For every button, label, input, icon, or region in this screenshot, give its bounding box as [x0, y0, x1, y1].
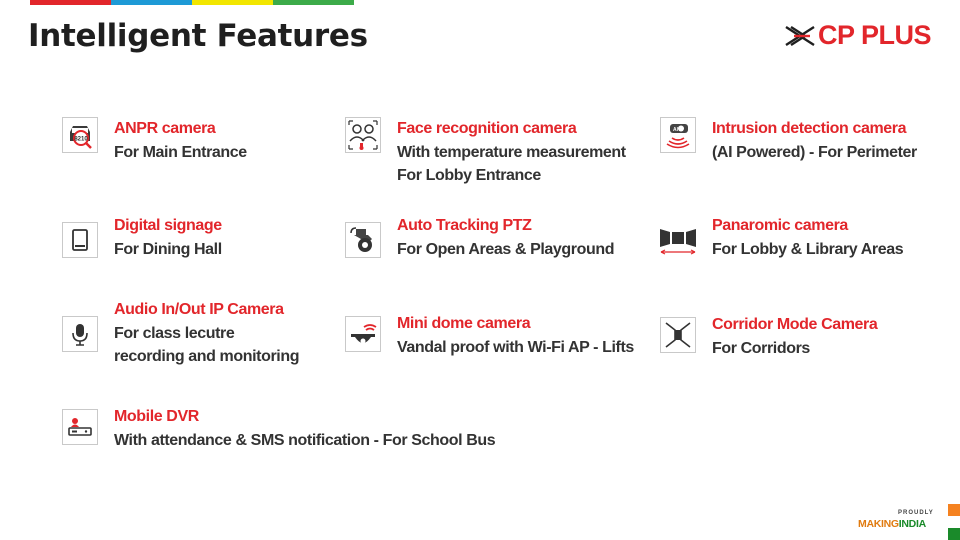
color-bar-green	[273, 0, 354, 5]
panoramic-camera-icon	[658, 218, 698, 258]
feature-line: For Main Entrance	[114, 143, 247, 161]
feature-line: For Lobby Entrance	[397, 167, 541, 184]
feature-title: Face recognition camera	[397, 120, 577, 137]
face-recognition-icon	[345, 117, 381, 153]
feature-line: With attendance & SMS notification - For School Bus	[114, 431, 496, 449]
feature-line: recording and monitoring	[114, 348, 300, 365]
feature-line: For Corridors	[712, 339, 810, 357]
corridor-mode-icon	[660, 317, 696, 353]
make-in-india-right: INDIA	[898, 518, 926, 530]
feature-title: Mobile DVR	[114, 408, 199, 425]
color-bar-blue	[111, 0, 192, 5]
logo-mark-icon	[784, 24, 816, 48]
mini-dome-wifi-icon	[345, 316, 381, 352]
feature-intrusion-detection	[660, 117, 917, 164]
brand-color-bar	[30, 0, 354, 5]
make-in-india-text	[858, 518, 926, 530]
feature-line: With temperature measurement	[397, 143, 626, 161]
make-in-india-proudly: PROUDLY	[898, 510, 934, 516]
feature-digital-signage	[62, 214, 222, 261]
feature-line: For Lobby & Library Areas	[712, 240, 904, 258]
anpr-camera-icon	[62, 117, 98, 153]
feature-title: Corridor Mode Camera	[712, 316, 878, 333]
make-in-india-left: MAKING	[858, 518, 899, 530]
flag-stripe-green	[948, 528, 960, 540]
feature-title: Panaromic camera	[712, 217, 848, 234]
feature-line: For Dining Hall	[114, 240, 222, 258]
microphone-icon	[62, 316, 98, 352]
feature-title: Audio In/Out IP Camera	[114, 301, 284, 318]
feature-line: For Open Areas & Playground	[397, 240, 615, 258]
page-title: Intelligent Features	[28, 18, 368, 54]
feature-title: Digital signage	[114, 217, 222, 234]
logo-text: CP PLUS	[818, 20, 932, 50]
feature-mobile-dvr	[62, 405, 495, 452]
feature-line: (AI Powered) - For Perimeter	[712, 143, 917, 161]
feature-title: Intrusion detection camera	[712, 120, 907, 137]
feature-title: ANPR camera	[114, 120, 216, 137]
make-in-india-logo	[858, 510, 944, 534]
feature-line: For class lecutre	[114, 324, 235, 342]
flag-stripe-saffron	[948, 504, 960, 516]
digital-signage-icon	[62, 222, 98, 258]
feature-title: Mini dome camera	[397, 315, 531, 332]
feature-corridor-mode-camera	[660, 313, 877, 360]
feature-anpr-camera	[62, 117, 247, 164]
feature-line: Vandal proof with Wi-Fi AP - Lifts	[397, 338, 634, 356]
flag-stripe-white	[948, 516, 960, 528]
cp-plus-logo	[784, 20, 931, 51]
feature-audio-ip-camera	[62, 298, 299, 369]
color-bar-red	[30, 0, 111, 5]
mobile-dvr-icon	[62, 409, 98, 445]
svg-text:AI: AI	[673, 127, 678, 133]
ptz-camera-icon	[345, 222, 381, 258]
feature-mini-dome-camera	[345, 312, 634, 359]
color-bar-yellow	[192, 0, 273, 5]
feature-title: Auto Tracking PTZ	[397, 217, 532, 234]
india-flag-stripes	[948, 504, 960, 540]
feature-face-recognition	[345, 117, 626, 188]
feature-auto-tracking-ptz	[345, 214, 614, 261]
intrusion-detection-icon	[660, 117, 696, 153]
feature-panoramic-camera	[658, 214, 903, 261]
svg-text:8210: 8210	[74, 136, 88, 143]
